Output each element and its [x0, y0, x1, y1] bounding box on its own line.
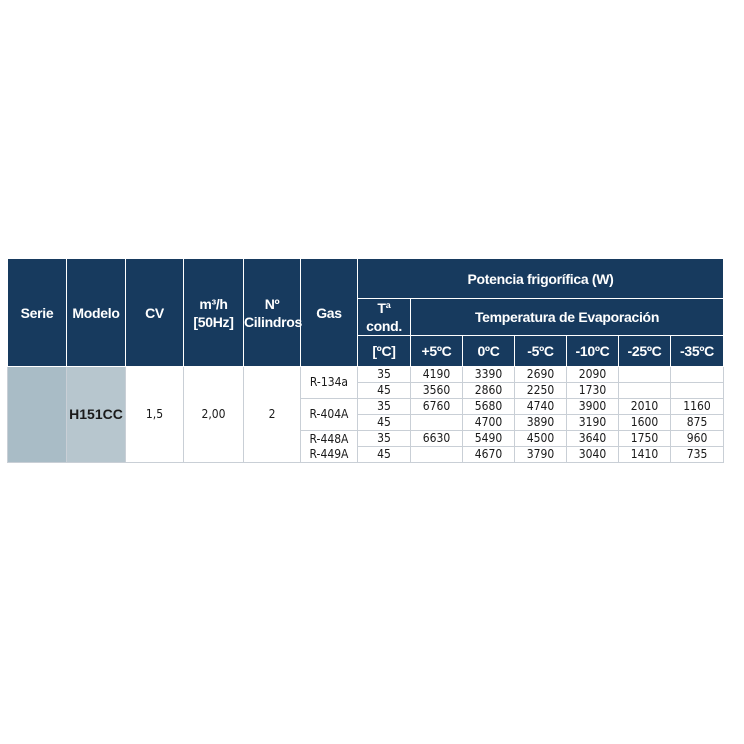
tcond-cell: 35: [358, 399, 411, 415]
header-cilindros: [244, 259, 301, 367]
value-cell: 4190: [411, 367, 463, 383]
header-cilindros-line2: Cilindros: [244, 313, 302, 330]
gas-label-line1: R-448A: [309, 431, 349, 446]
header-evap-col: -35ºC: [671, 336, 724, 367]
value-cell: [671, 383, 724, 399]
value-cell: 6630: [411, 431, 463, 447]
value-cell: 4500: [515, 431, 567, 447]
gas-label-line2: R-449A: [309, 446, 349, 461]
value-cell: [619, 367, 671, 383]
value-cell: 3790: [515, 447, 567, 463]
gas-cell: R-404A: [301, 399, 358, 431]
value-cell: 1600: [619, 415, 671, 431]
header-evap-col: 0ºC: [463, 336, 515, 367]
header-caudal: [184, 259, 244, 367]
header-cilindros-line1: Nº: [264, 295, 280, 312]
gas-cell: [301, 431, 358, 463]
value-cell: [619, 383, 671, 399]
tcond-cell: 45: [358, 383, 411, 399]
header-cv: CV: [126, 259, 184, 367]
header-evap-col: -25ºC: [619, 336, 671, 367]
tcond-cell: 35: [358, 431, 411, 447]
value-cell: 735: [671, 447, 724, 463]
table-row: [8, 367, 724, 383]
value-cell: 875: [671, 415, 724, 431]
header-gas: Gas: [301, 259, 358, 367]
value-cell: 1730: [567, 383, 619, 399]
header-potencia: Potencia frigorífica (W): [358, 259, 724, 299]
value-cell: 2860: [463, 383, 515, 399]
serie-cell: [8, 367, 67, 463]
value-cell: 4670: [463, 447, 515, 463]
value-cell: 2090: [567, 367, 619, 383]
header-caudal-line1: m³/h: [199, 295, 228, 312]
value-cell: 2690: [515, 367, 567, 383]
gas-cell: R-134a: [301, 367, 358, 399]
value-cell: 3890: [515, 415, 567, 431]
value-cell: [411, 447, 463, 463]
value-cell: 3900: [567, 399, 619, 415]
value-cell: 960: [671, 431, 724, 447]
compressor-spec-table: [7, 258, 724, 463]
value-cell: 3040: [567, 447, 619, 463]
value-cell: 3640: [567, 431, 619, 447]
value-cell: 6760: [411, 399, 463, 415]
header-evap-col: -10ºC: [567, 336, 619, 367]
value-cell: 3190: [567, 415, 619, 431]
header-serie: Serie: [8, 259, 67, 367]
value-cell: 4740: [515, 399, 567, 415]
value-cell: 3560: [411, 383, 463, 399]
value-cell: 2250: [515, 383, 567, 399]
caudal-cell: 2,00: [184, 367, 244, 463]
header-evap-col: -5ºC: [515, 336, 567, 367]
value-cell: [411, 415, 463, 431]
cv-cell: 1,5: [126, 367, 184, 463]
header-t-cond: Tª cond.: [358, 299, 411, 336]
value-cell: 2010: [619, 399, 671, 415]
tcond-cell: 45: [358, 415, 411, 431]
value-cell: 4700: [463, 415, 515, 431]
value-cell: 1750: [619, 431, 671, 447]
tcond-cell: 45: [358, 447, 411, 463]
tcond-cell: 35: [358, 367, 411, 383]
header-caudal-line2: [50Hz]: [193, 313, 234, 330]
value-cell: 5490: [463, 431, 515, 447]
header-evap-col: +5ºC: [411, 336, 463, 367]
value-cell: 3390: [463, 367, 515, 383]
value-cell: 5680: [463, 399, 515, 415]
value-cell: [671, 367, 724, 383]
header-t-evap: Temperatura de Evaporación: [411, 299, 724, 336]
header-t-cond-unit: [ºC]: [358, 336, 411, 367]
modelo-cell: H151CC: [67, 367, 126, 463]
cilindros-cell: 2: [244, 367, 301, 463]
value-cell: 1410: [619, 447, 671, 463]
value-cell: 1160: [671, 399, 724, 415]
header-modelo: Modelo: [67, 259, 126, 367]
